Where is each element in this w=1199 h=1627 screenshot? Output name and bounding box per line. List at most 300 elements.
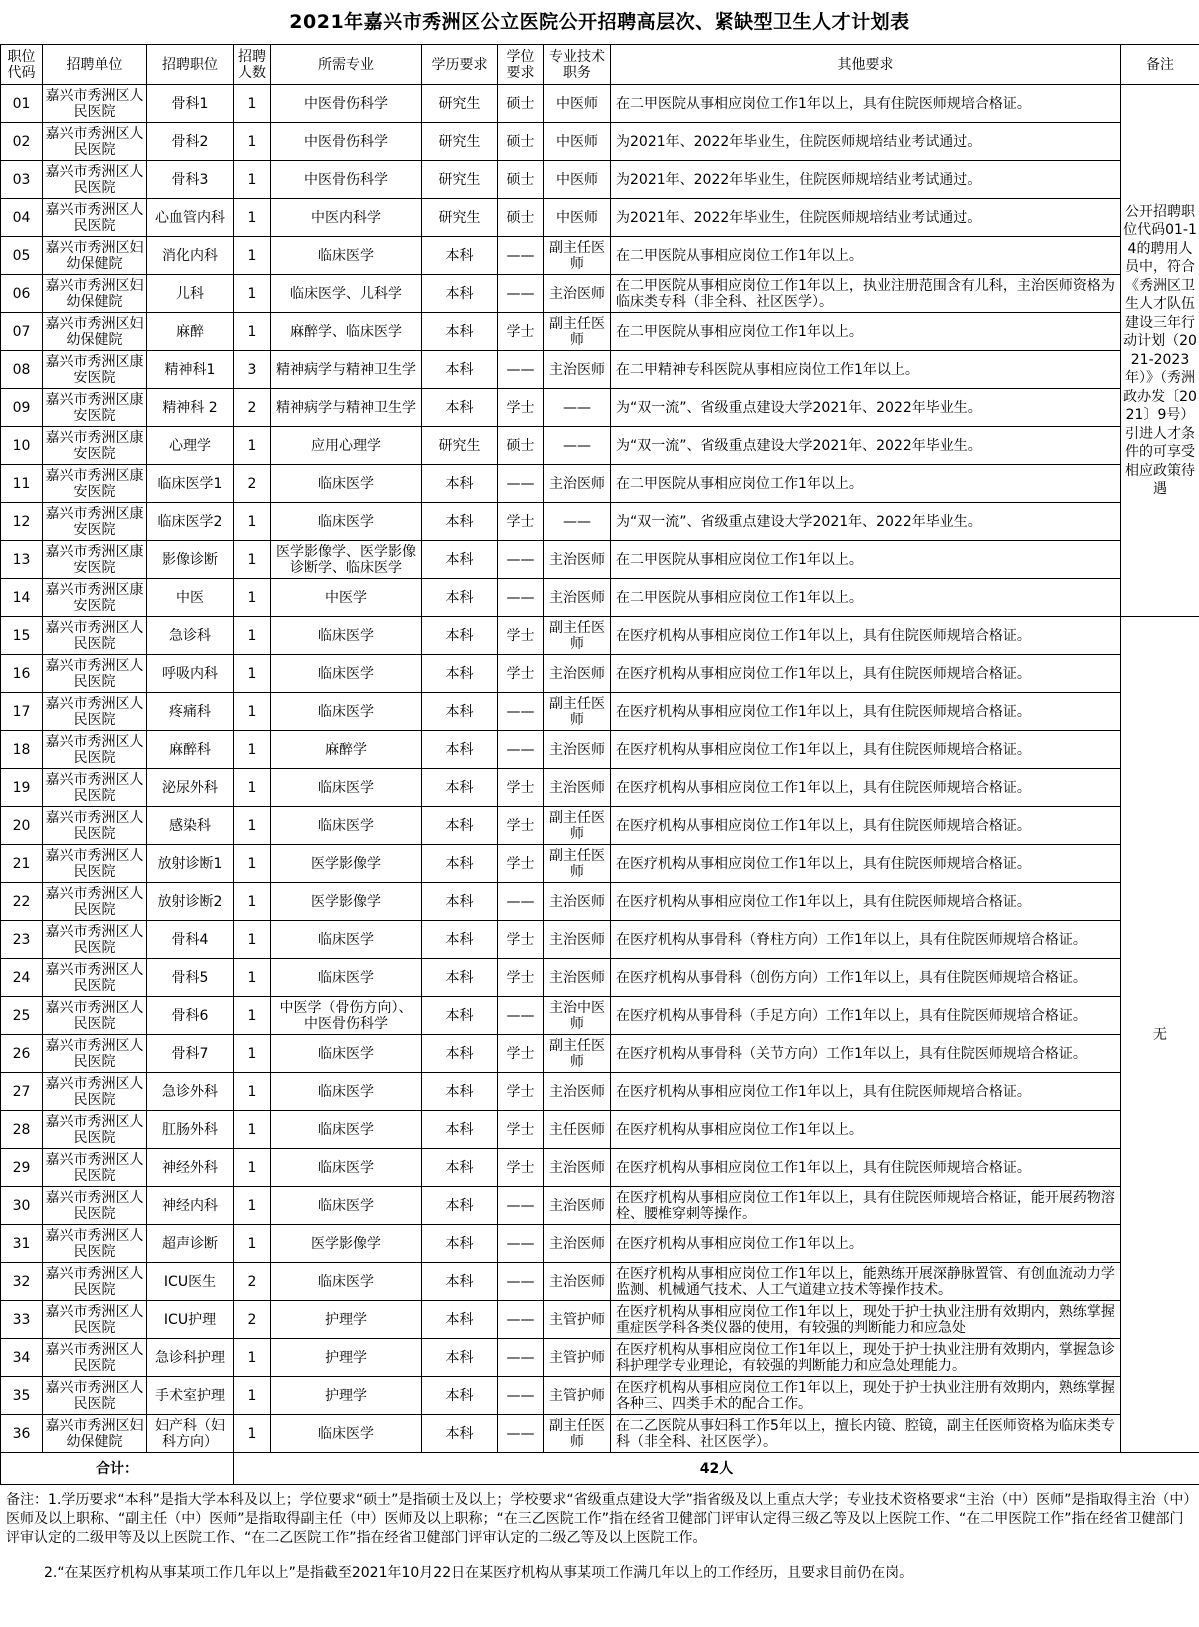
cell-degree: 学士: [498, 503, 544, 541]
cell-title: 主治医师: [544, 1187, 611, 1225]
cell-position: 精神科 2: [147, 389, 234, 427]
cell-other-requirements: 在二甲医院从事相应岗位工作1年以上，执业注册范围含有儿科，主治医师资格为临床类专科（非全科、社区医学）。: [611, 275, 1121, 313]
cell-count: 1: [234, 617, 271, 655]
cell-count: 2: [234, 389, 271, 427]
cell-title: 中医师: [544, 161, 611, 199]
cell-count: 1: [234, 997, 271, 1035]
cell-other-requirements: 在医疗机构从事相应岗位工作1年以上，具有住院医师规培合格证。: [611, 883, 1121, 921]
cell-education: 本科: [422, 655, 498, 693]
cell-education: 本科: [422, 503, 498, 541]
cell-code: 12: [1, 503, 43, 541]
cell-degree: 学士: [498, 1073, 544, 1111]
cell-other-requirements: 在二甲医院从事相应岗位工作1年以上。: [611, 579, 1121, 617]
cell-unit: 嘉兴市秀洲区康安医院: [43, 579, 147, 617]
footnote-2: 2.“在某医疗机构从事某项工作几年以上”是指截至2021年10月22日在某医疗机构从事某项工作满几年以上的工作经历，且要求目前仍在岗。: [44, 1565, 914, 1581]
cell-count: 1: [234, 1187, 271, 1225]
cell-other-requirements: 在医疗机构从事相应岗位工作1年以上，现处于护士执业注册有效期内，熟练掌握重症医学科各类仪器的使用，有较强的判断能力和应急处: [611, 1301, 1121, 1339]
cell-degree: 学士: [498, 1035, 544, 1073]
cell-position: 临床医学1: [147, 465, 234, 503]
cell-code: 22: [1, 883, 43, 921]
table-row: [1, 389, 1199, 427]
cell-code: 27: [1, 1073, 43, 1111]
cell-position: ICU医生: [147, 1263, 234, 1301]
cell-other-requirements: 为2021年、2022年毕业生，住院医师规培结业考试通过。: [611, 161, 1121, 199]
cell-other-requirements: 为“双一流”、省级重点建设大学2021年、2022年毕业生。: [611, 389, 1121, 427]
cell-degree: 学士: [498, 959, 544, 997]
cell-code: 36: [1, 1415, 43, 1453]
cell-education: 本科: [422, 541, 498, 579]
cell-position: 超声诊断: [147, 1225, 234, 1263]
cell-major: 应用心理学: [271, 427, 422, 465]
cell-position: 感染科: [147, 807, 234, 845]
cell-code: 17: [1, 693, 43, 731]
col-header-count: 招聘人数: [234, 45, 271, 85]
cell-count: 1: [234, 503, 271, 541]
cell-education: 本科: [422, 617, 498, 655]
cell-code: 25: [1, 997, 43, 1035]
cell-unit: 嘉兴市秀洲区人民医院: [43, 1301, 147, 1339]
cell-count: 1: [234, 313, 271, 351]
cell-degree: 学士: [498, 313, 544, 351]
cell-unit: 嘉兴市秀洲区妇幼保健院: [43, 275, 147, 313]
cell-education: 研究生: [422, 123, 498, 161]
cell-unit: 嘉兴市秀洲区人民医院: [43, 655, 147, 693]
cell-code: 08: [1, 351, 43, 389]
cell-unit: 嘉兴市秀洲区康安医院: [43, 351, 147, 389]
cell-other-requirements: 为“双一流”、省级重点建设大学2021年、2022年毕业生。: [611, 503, 1121, 541]
cell-unit: 嘉兴市秀洲区人民医院: [43, 1339, 147, 1377]
cell-title: 中医师: [544, 199, 611, 237]
cell-unit: 嘉兴市秀洲区康安医院: [43, 465, 147, 503]
cell-education: 本科: [422, 1339, 498, 1377]
cell-education: 本科: [422, 1301, 498, 1339]
cell-count: 1: [234, 921, 271, 959]
cell-major: 精神病学与精神卫生学: [271, 351, 422, 389]
cell-degree: 学士: [498, 655, 544, 693]
cell-degree: 硕士: [498, 427, 544, 465]
cell-degree: ——: [498, 351, 544, 389]
cell-unit: 嘉兴市秀洲区人民医院: [43, 1035, 147, 1073]
cell-count: 1: [234, 237, 271, 275]
cell-title: 主治医师: [544, 541, 611, 579]
cell-title: 主治医师: [544, 465, 611, 503]
cell-position: 泌尿外科: [147, 769, 234, 807]
cell-position: 骨科1: [147, 85, 234, 123]
cell-count: 1: [234, 1111, 271, 1149]
cell-position: 骨科6: [147, 997, 234, 1035]
cell-title: 主治医师: [544, 655, 611, 693]
col-header-major: 所需专业: [271, 45, 422, 85]
cell-position: 骨科5: [147, 959, 234, 997]
cell-position: 妇产科（妇科方向）: [147, 1415, 234, 1453]
cell-major: 临床医学: [271, 503, 422, 541]
cell-count: 1: [234, 1339, 271, 1377]
cell-other-requirements: 在医疗机构从事相应岗位工作1年以上，能熟练开展深静脉置管、有创血流动力学监测、机械通气技术、人工气道建立技术等操作技术。: [611, 1263, 1121, 1301]
cell-education: 研究生: [422, 199, 498, 237]
cell-major: 临床医学: [271, 921, 422, 959]
cell-count: 1: [234, 427, 271, 465]
cell-major: 医学影像学、医学影像诊断学、临床医学: [271, 541, 422, 579]
cell-code: 30: [1, 1187, 43, 1225]
cell-title: 中医师: [544, 123, 611, 161]
cell-unit: 嘉兴市秀洲区人民医院: [43, 1073, 147, 1111]
cell-position: 急诊外科: [147, 1073, 234, 1111]
cell-code: 02: [1, 123, 43, 161]
cell-count: 2: [234, 1301, 271, 1339]
cell-position: 骨科7: [147, 1035, 234, 1073]
cell-title: 副主任医师: [544, 237, 611, 275]
cell-degree: 学士: [498, 769, 544, 807]
cell-major: 临床医学: [271, 769, 422, 807]
cell-other-requirements: 在医疗机构从事骨科（手足方向）工作1年以上，具有住院医师规培合格证。: [611, 997, 1121, 1035]
col-header-unit: 招聘单位: [43, 45, 147, 85]
recruitment-table: [0, 44, 1199, 1485]
cell-unit: 嘉兴市秀洲区妇幼保健院: [43, 1415, 147, 1453]
cell-degree: ——: [498, 1301, 544, 1339]
cell-code: 18: [1, 731, 43, 769]
cell-education: 本科: [422, 769, 498, 807]
cell-unit: 嘉兴市秀洲区人民医院: [43, 807, 147, 845]
cell-other-requirements: 在医疗机构从事相应岗位工作1年以上，具有住院医师规培合格证。: [611, 731, 1121, 769]
cell-code: 13: [1, 541, 43, 579]
cell-major: 中医骨伤科学: [271, 85, 422, 123]
cell-count: 1: [234, 731, 271, 769]
cell-position: 临床医学2: [147, 503, 234, 541]
cell-other-requirements: 在医疗机构从事骨科（关节方向）工作1年以上，具有住院医师规培合格证。: [611, 1035, 1121, 1073]
cell-degree: 学士: [498, 1111, 544, 1149]
table-row: [1, 1263, 1199, 1301]
cell-code: 19: [1, 769, 43, 807]
cell-education: 本科: [422, 959, 498, 997]
cell-code: 15: [1, 617, 43, 655]
cell-unit: 嘉兴市秀洲区康安医院: [43, 541, 147, 579]
cell-code: 21: [1, 845, 43, 883]
cell-education: 本科: [422, 351, 498, 389]
cell-major: 护理学: [271, 1339, 422, 1377]
cell-other-requirements: 在二甲医院从事相应岗位工作1年以上，具有住院医师规培合格证。: [611, 85, 1121, 123]
total-row: [1, 1453, 1199, 1485]
cell-major: 临床医学: [271, 1149, 422, 1187]
table-row: [1, 161, 1199, 199]
table-row: [1, 275, 1199, 313]
cell-degree: 硕士: [498, 85, 544, 123]
cell-degree: 学士: [498, 807, 544, 845]
cell-code: 32: [1, 1263, 43, 1301]
cell-other-requirements: 在医疗机构从事相应岗位工作1年以上，具有住院医师规培合格证。: [611, 845, 1121, 883]
cell-education: 本科: [422, 313, 498, 351]
cell-code: 31: [1, 1225, 43, 1263]
cell-count: 1: [234, 959, 271, 997]
cell-count: 1: [234, 693, 271, 731]
remarks-cell-15-36: 无: [1121, 617, 1199, 1453]
cell-education: 研究生: [422, 427, 498, 465]
cell-count: 1: [234, 883, 271, 921]
cell-count: 1: [234, 807, 271, 845]
cell-other-requirements: 在医疗机构从事相应岗位工作1年以上，具有住院医师规培合格证。: [611, 655, 1121, 693]
cell-count: 1: [234, 1073, 271, 1111]
cell-major: 临床医学: [271, 237, 422, 275]
cell-education: 本科: [422, 1187, 498, 1225]
cell-degree: 学士: [498, 389, 544, 427]
cell-other-requirements: 在二甲医院从事相应岗位工作1年以上。: [611, 465, 1121, 503]
cell-education: 研究生: [422, 161, 498, 199]
cell-major: 临床医学: [271, 1415, 422, 1453]
cell-major: 临床医学: [271, 617, 422, 655]
cell-other-requirements: 在医疗机构从事相应岗位工作1年以上。: [611, 1225, 1121, 1263]
table-row: [1, 199, 1199, 237]
table-row: [1, 1339, 1199, 1377]
cell-count: 2: [234, 1263, 271, 1301]
cell-title: 副主任医师: [544, 807, 611, 845]
cell-count: 1: [234, 85, 271, 123]
cell-major: 临床医学、儿科学: [271, 275, 422, 313]
cell-title: ——: [544, 389, 611, 427]
cell-unit: 嘉兴市秀洲区人民医院: [43, 161, 147, 199]
cell-count: 1: [234, 275, 271, 313]
cell-education: 本科: [422, 237, 498, 275]
table-row: [1, 313, 1199, 351]
cell-title: 主治医师: [544, 1263, 611, 1301]
cell-other-requirements: 在二甲医院从事相应岗位工作1年以上。: [611, 237, 1121, 275]
cell-count: 1: [234, 769, 271, 807]
cell-major: 医学影像学: [271, 845, 422, 883]
cell-unit: 嘉兴市秀洲区人民医院: [43, 617, 147, 655]
cell-position: 消化内科: [147, 237, 234, 275]
cell-code: 03: [1, 161, 43, 199]
cell-major: 临床医学: [271, 693, 422, 731]
cell-education: 本科: [422, 1225, 498, 1263]
cell-title: 主治医师: [544, 769, 611, 807]
table-row: [1, 1149, 1199, 1187]
cell-unit: 嘉兴市秀洲区人民医院: [43, 769, 147, 807]
cell-unit: 嘉兴市秀洲区人民医院: [43, 997, 147, 1035]
cell-other-requirements: 在二甲精神专科医院从事相应岗位工作1年以上。: [611, 351, 1121, 389]
cell-unit: 嘉兴市秀洲区人民医院: [43, 883, 147, 921]
cell-unit: 嘉兴市秀洲区人民医院: [43, 199, 147, 237]
table-row: [1, 465, 1199, 503]
cell-title: 副主任医师: [544, 845, 611, 883]
cell-code: 04: [1, 199, 43, 237]
cell-position: 中医: [147, 579, 234, 617]
cell-major: 临床医学: [271, 1111, 422, 1149]
cell-title: 主治医师: [544, 351, 611, 389]
cell-education: 本科: [422, 389, 498, 427]
table-row: [1, 655, 1199, 693]
cell-degree: 学士: [498, 1149, 544, 1187]
cell-code: 20: [1, 807, 43, 845]
cell-count: 1: [234, 845, 271, 883]
cell-degree: 硕士: [498, 199, 544, 237]
cell-count: 3: [234, 351, 271, 389]
cell-unit: 嘉兴市秀洲区人民医院: [43, 1111, 147, 1149]
cell-degree: ——: [498, 541, 544, 579]
cell-position: 放射诊断2: [147, 883, 234, 921]
cell-major: 中医学（骨伤方向）、中医骨伤科学: [271, 997, 422, 1035]
cell-other-requirements: 在医疗机构从事相应岗位工作1年以上，具有住院医师规培合格证，能开展药物溶栓、腰椎穿刺等操作。: [611, 1187, 1121, 1225]
cell-unit: 嘉兴市秀洲区人民医院: [43, 845, 147, 883]
cell-major: 临床医学: [271, 655, 422, 693]
cell-title: 主管护师: [544, 1339, 611, 1377]
cell-other-requirements: 在医疗机构从事相应岗位工作1年以上。: [611, 1111, 1121, 1149]
cell-title: 主治医师: [544, 1225, 611, 1263]
cell-title: 主治医师: [544, 883, 611, 921]
cell-position: 骨科2: [147, 123, 234, 161]
table-row: [1, 1377, 1199, 1415]
cell-education: 本科: [422, 921, 498, 959]
table-row: [1, 579, 1199, 617]
cell-unit: 嘉兴市秀洲区妇幼保健院: [43, 313, 147, 351]
col-header-position: 招聘职位: [147, 45, 234, 85]
cell-position: 精神科1: [147, 351, 234, 389]
cell-degree: 硕士: [498, 161, 544, 199]
table-row: [1, 541, 1199, 579]
cell-unit: 嘉兴市秀洲区康安医院: [43, 503, 147, 541]
cell-major: 护理学: [271, 1377, 422, 1415]
cell-code: 09: [1, 389, 43, 427]
cell-title: 副主任医师: [544, 693, 611, 731]
cell-count: 1: [234, 579, 271, 617]
cell-unit: 嘉兴市秀洲区人民医院: [43, 693, 147, 731]
cell-education: 本科: [422, 883, 498, 921]
cell-degree: ——: [498, 1187, 544, 1225]
cell-other-requirements: 在医疗机构从事相应岗位工作1年以上，具有住院医师规培合格证。: [611, 807, 1121, 845]
cell-degree: ——: [498, 1339, 544, 1377]
cell-position: 儿科: [147, 275, 234, 313]
cell-position: 肛肠外科: [147, 1111, 234, 1149]
table-row: [1, 237, 1199, 275]
cell-degree: 学士: [498, 617, 544, 655]
cell-position: 呼吸内科: [147, 655, 234, 693]
cell-title: 主管护师: [544, 1377, 611, 1415]
cell-other-requirements: 在二乙医院从事妇科工作5年以上，擅长内镜、腔镜，副主任医师资格为临床类专科（非全科、社区医学）。: [611, 1415, 1121, 1453]
cell-education: 本科: [422, 997, 498, 1035]
col-header-education: 学历要求: [422, 45, 498, 85]
table-row: [1, 921, 1199, 959]
cell-position: 急诊科护理: [147, 1339, 234, 1377]
cell-position: 神经内科: [147, 1187, 234, 1225]
cell-degree: ——: [498, 237, 544, 275]
cell-position: 手术室护理: [147, 1377, 234, 1415]
table-row: [1, 769, 1199, 807]
cell-code: 14: [1, 579, 43, 617]
cell-title: ——: [544, 503, 611, 541]
cell-code: 06: [1, 275, 43, 313]
cell-title: 副主任医师: [544, 313, 611, 351]
cell-position: 神经外科: [147, 1149, 234, 1187]
total-value: 42人: [234, 1453, 1199, 1485]
table-row: [1, 807, 1199, 845]
table-row: [1, 1225, 1199, 1263]
table-row: [1, 1111, 1199, 1149]
cell-position: 影像诊断: [147, 541, 234, 579]
cell-title: 主治医师: [544, 1149, 611, 1187]
cell-major: 医学影像学: [271, 883, 422, 921]
cell-other-requirements: 在医疗机构从事相应岗位工作1年以上，现处于护士执业注册有效期内，掌握急诊科护理学专业理论，有较强的判断能力和应急处理能力。: [611, 1339, 1121, 1377]
cell-unit: 嘉兴市秀洲区康安医院: [43, 389, 147, 427]
cell-major: 中医骨伤科学: [271, 161, 422, 199]
cell-code: 11: [1, 465, 43, 503]
cell-education: 本科: [422, 1263, 498, 1301]
table-row: [1, 351, 1199, 389]
table-row: [1, 1073, 1199, 1111]
cell-major: 护理学: [271, 1301, 422, 1339]
cell-education: 本科: [422, 807, 498, 845]
cell-degree: ——: [498, 1225, 544, 1263]
cell-degree: 学士: [498, 845, 544, 883]
cell-count: 1: [234, 199, 271, 237]
cell-education: 本科: [422, 579, 498, 617]
cell-degree: ——: [498, 731, 544, 769]
table-row: [1, 1415, 1199, 1453]
cell-major: 临床医学: [271, 1187, 422, 1225]
cell-unit: 嘉兴市秀洲区妇幼保健院: [43, 237, 147, 275]
cell-title: 主治医师: [544, 959, 611, 997]
cell-title: 主治中医师: [544, 997, 611, 1035]
cell-education: 本科: [422, 731, 498, 769]
cell-education: 本科: [422, 1149, 498, 1187]
cell-degree: ——: [498, 275, 544, 313]
cell-other-requirements: 为“双一流”、省级重点建设大学2021年、2022年毕业生。: [611, 427, 1121, 465]
cell-position: 骨科3: [147, 161, 234, 199]
total-label: 合计：: [1, 1453, 234, 1485]
cell-unit: 嘉兴市秀洲区人民医院: [43, 1187, 147, 1225]
cell-title: ——: [544, 427, 611, 465]
table-row: [1, 85, 1199, 123]
cell-degree: ——: [498, 1415, 544, 1453]
cell-unit: 嘉兴市秀洲区人民医院: [43, 921, 147, 959]
cell-position: 急诊科: [147, 617, 234, 655]
table-header-row: [1, 45, 1199, 85]
cell-education: 本科: [422, 1111, 498, 1149]
cell-education: 本科: [422, 275, 498, 313]
cell-education: 本科: [422, 845, 498, 883]
cell-other-requirements: 在医疗机构从事骨科（创伤方向）工作1年以上，具有住院医师规培合格证。: [611, 959, 1121, 997]
cell-education: 本科: [422, 1035, 498, 1073]
col-header-code: 职位代码: [1, 45, 43, 85]
cell-code: 29: [1, 1149, 43, 1187]
cell-unit: 嘉兴市秀洲区人民医院: [43, 1225, 147, 1263]
cell-degree: 学士: [498, 921, 544, 959]
cell-unit: 嘉兴市秀洲区人民医院: [43, 959, 147, 997]
cell-count: 1: [234, 161, 271, 199]
cell-code: 16: [1, 655, 43, 693]
cell-title: 中医师: [544, 85, 611, 123]
cell-title: 主管护师: [544, 1301, 611, 1339]
cell-other-requirements: 在医疗机构从事相应岗位工作1年以上，现处于护士执业注册有效期内，熟练掌握各种三、四类手术的配合工作。: [611, 1377, 1121, 1415]
cell-code: 26: [1, 1035, 43, 1073]
cell-degree: ——: [498, 1263, 544, 1301]
cell-position: 麻醉科: [147, 731, 234, 769]
table-row: [1, 845, 1199, 883]
cell-major: 中医内科学: [271, 199, 422, 237]
cell-degree: ——: [498, 1377, 544, 1415]
cell-major: 临床医学: [271, 1073, 422, 1111]
cell-position: 放射诊断1: [147, 845, 234, 883]
cell-code: 07: [1, 313, 43, 351]
cell-other-requirements: 在二甲医院从事相应岗位工作1年以上。: [611, 313, 1121, 351]
cell-education: 本科: [422, 465, 498, 503]
cell-count: 1: [234, 1225, 271, 1263]
cell-title: 主治医师: [544, 731, 611, 769]
cell-position: 心血管内科: [147, 199, 234, 237]
cell-title: 副主任医师: [544, 617, 611, 655]
col-header-degree: 学位要求: [498, 45, 544, 85]
table-row: [1, 427, 1199, 465]
cell-code: 24: [1, 959, 43, 997]
table-row: [1, 693, 1199, 731]
cell-count: 1: [234, 1035, 271, 1073]
cell-other-requirements: 为2021年、2022年毕业生，住院医师规培结业考试通过。: [611, 199, 1121, 237]
